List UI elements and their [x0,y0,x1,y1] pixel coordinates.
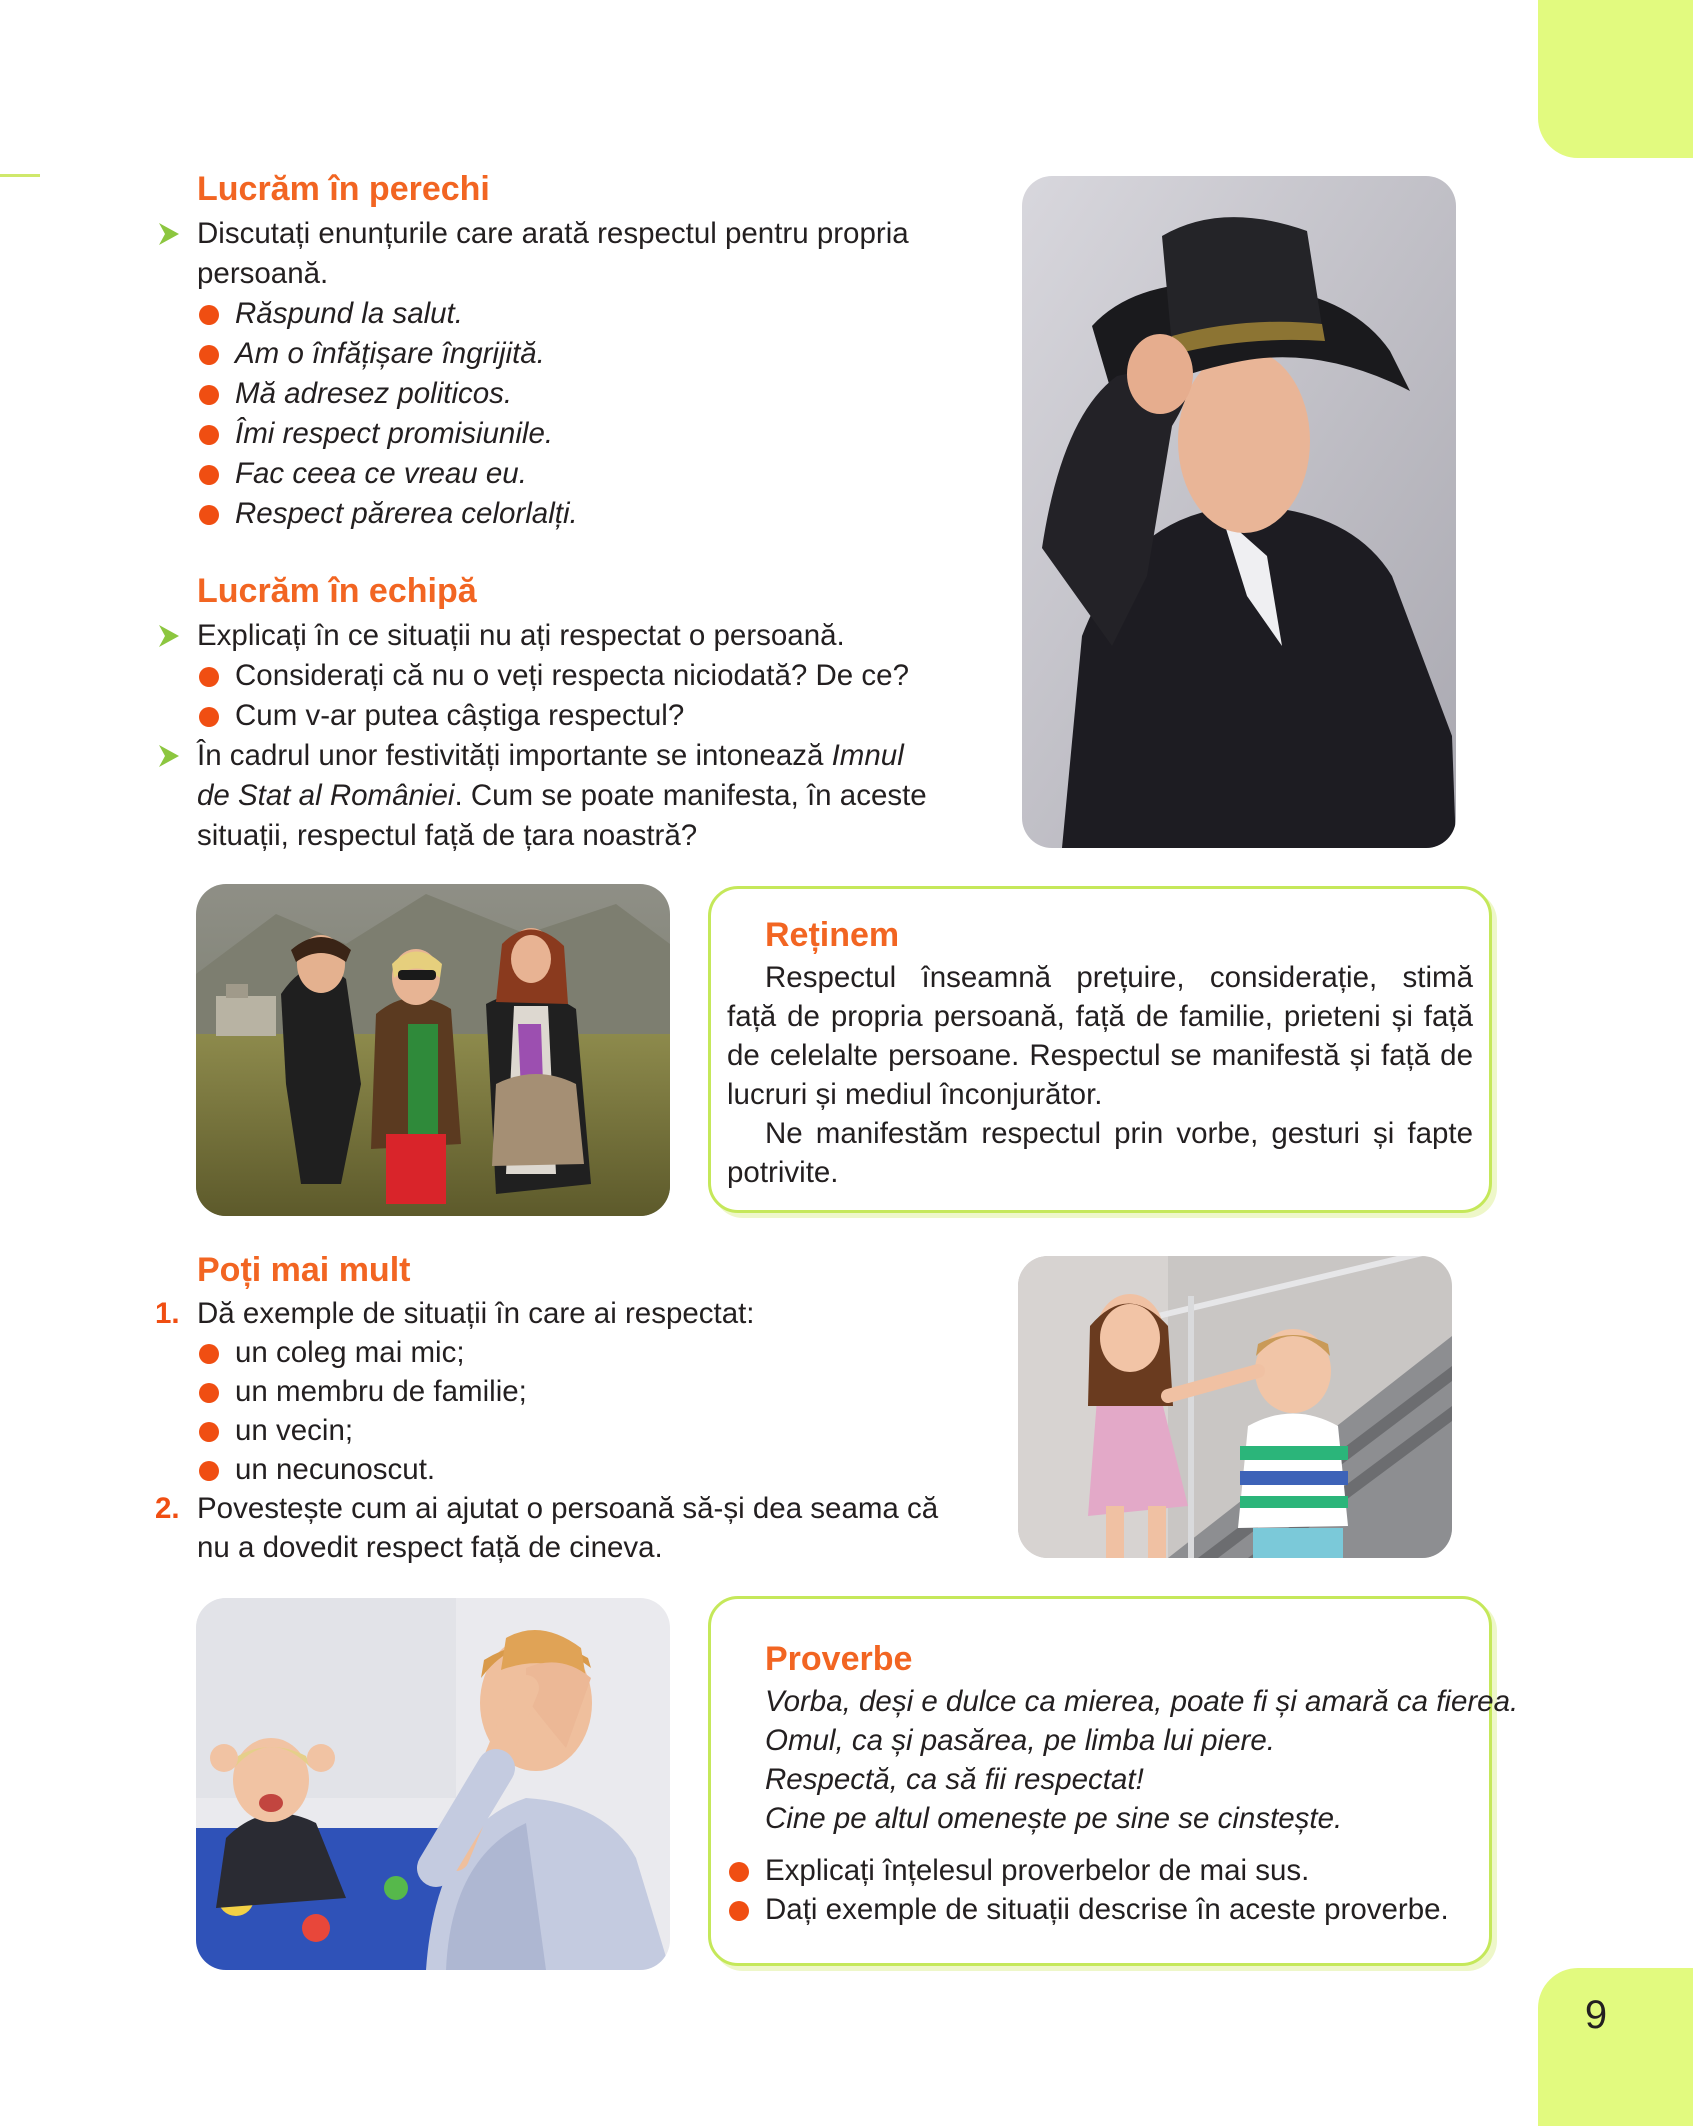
task2-text: În cadrul unor festivități importante se intonează [197,739,832,772]
task2-anthem-title: Imnul [831,739,904,772]
section-title-perechi: Lucrăm în perechi [197,170,490,208]
perechi-item: Fac ceea ce vreau eu. [235,457,527,490]
perechi-item: Îmi respect promisiunile. [235,417,554,450]
question-number: 1. [155,1297,180,1330]
proverb-quote: Respectă, ca să fii respectat! [765,1763,1144,1796]
bullet-dot-icon [199,385,219,405]
perechi-item: Mă adresez politicos. [235,377,513,410]
echipa-task2-line2 [197,776,927,816]
task2-anthem-title: de Stat al României [197,779,455,812]
arrow-bullet-icon [157,743,181,769]
photo-boy-hat [1022,176,1456,848]
bullet-dot-icon [199,465,219,485]
retinem-line: lucruri și mediul înconjurător. [727,1078,1103,1111]
section-title-retinem: Reținem [765,916,900,954]
echipa-task2-line3: situații, respectul față de țara noastră? [197,819,698,852]
poti-q1: Dă exemple de situații în care ai respectat: [197,1297,755,1330]
echipa-task2-line1 [197,736,904,776]
bullet-dot-icon [199,345,219,365]
bullet-dot-icon [729,1862,749,1882]
photo-family-walking [196,884,670,1216]
proverbe-task: Explicați înțelesul proverbelor de mai sus. [765,1854,1310,1887]
poti-q1-item: un membru de familie; [235,1375,527,1408]
margin-tick [0,174,40,177]
echipa-sub-item: Considerați că nu o veți respecta niciodată? De ce? [235,659,909,692]
poti-q2-line2: nu a dovedit respect față de cineva. [197,1531,663,1564]
perechi-item: Respect părerea celorlalți. [235,497,578,530]
proverb-quote: Vorba, deși e dulce ca mierea, poate fi și amară ca fierea. [765,1685,1519,1718]
proverbe-task: Dați exemple de situații descrise în aceste proverbe. [765,1893,1449,1926]
echipa-task1: Explicați în ce situații nu ați respectat o persoană. [197,619,845,652]
bullet-dot-icon [199,1344,219,1364]
bullet-dot-icon [199,1422,219,1442]
bullet-dot-icon [199,505,219,525]
retinem-line: potrivite. [727,1156,839,1189]
bullet-dot-icon [199,425,219,445]
bullet-dot-icon [199,1461,219,1481]
perechi-intro-line2: persoană. [197,257,329,290]
section-title-poti: Poți mai mult [197,1251,411,1289]
retinem-line: de celelalte persoane. Respectul se manifestă și față de [727,1039,1473,1072]
arrow-bullet-icon [157,623,181,649]
proverb-quote: Cine pe altul omenește pe sine se cinstește. [765,1802,1343,1835]
poti-q1-item: un necunoscut. [235,1453,436,1486]
retinem-line: față de propria persoană, față de familie, prieteni și față [727,1000,1473,1033]
proverb-quote: Omul, ca și pasărea, pe limba lui piere. [765,1724,1275,1757]
task2-text: . Cum se poate manifesta, în aceste [454,779,927,812]
photo-kids-stairs [1018,1256,1452,1558]
bullet-dot-icon [729,1901,749,1921]
photo-child-man [196,1598,670,1970]
poti-q1-item: un coleg mai mic; [235,1336,465,1369]
poti-q2-line1: Povestește cum ai ajutat o persoană să-și dea seama că [197,1492,939,1525]
corner-tab-top [1538,0,1693,158]
perechi-intro-line1: Discutați enunțurile care arată respectul pentru propria [197,217,909,250]
bullet-dot-icon [199,667,219,687]
perechi-item: Răspund la salut. [235,297,463,330]
perechi-item: Am o înfățișare îngrijită. [235,337,545,370]
poti-q1-item: un vecin; [235,1414,354,1447]
retinem-line: Respectul înseamnă prețuire, considerație, stimă [765,961,1473,994]
echipa-sub-item: Cum v-ar putea câștiga respectul? [235,699,685,732]
corner-tab-bottom [1538,1968,1693,2126]
page-number: 9 [1584,1993,1608,2037]
arrow-bullet-icon [157,221,181,247]
section-title-echipa: Lucrăm în echipă [197,572,477,610]
retinem-line: Ne manifestăm respectul prin vorbe, gesturi și fapte [765,1117,1473,1150]
bullet-dot-icon [199,1383,219,1403]
question-number: 2. [155,1492,180,1525]
section-title-proverbe: Proverbe [765,1640,913,1678]
bullet-dot-icon [199,707,219,727]
bullet-dot-icon [199,305,219,325]
